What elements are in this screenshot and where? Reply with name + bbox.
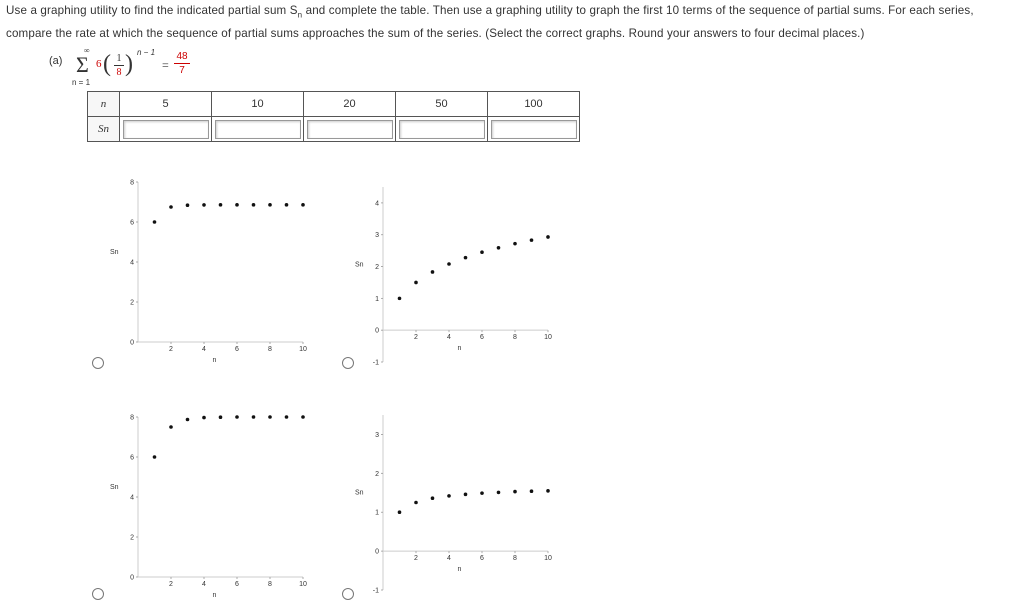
data-point: [219, 203, 223, 207]
instructions-text-2: and complete the table. Then use a graphing utility to graph the first 10 terms of the sequence of partial sums. For each series, compare the rate at which the sequence of partial sums approaches the sum of the series. (Select the correct graphs. Round your answers to four decimal places.): [6, 4, 974, 41]
data-point: [497, 491, 501, 495]
data-point: [546, 235, 550, 239]
scatter-plot-3: [100, 405, 320, 605]
table-row-sn: [88, 117, 580, 142]
x-tick-label: 4: [447, 334, 451, 342]
exponent: n − 1: [137, 48, 156, 57]
data-point: [202, 203, 206, 207]
data-point: [268, 203, 272, 207]
data-point: [447, 494, 451, 498]
sn-input-10[interactable]: [215, 120, 301, 139]
x-tick-label: 6: [235, 346, 239, 353]
n-value: 10: [212, 92, 304, 117]
sn-input-20[interactable]: [307, 120, 393, 139]
graph-option-3: [100, 405, 320, 605]
data-point: [186, 418, 190, 422]
data-point: [285, 203, 289, 207]
left-paren: (: [103, 51, 111, 77]
sum-denominator: 7: [179, 65, 185, 76]
data-point: [169, 205, 173, 209]
y-tick-label: 2: [130, 534, 134, 542]
x-tick-label: 6: [480, 555, 484, 563]
x-tick-label: 2: [414, 334, 418, 342]
data-point: [301, 415, 305, 419]
y-tick-label: 2: [375, 470, 379, 478]
data-point: [202, 416, 206, 420]
table-row-n: [88, 92, 580, 117]
y-tick-label: 0: [375, 327, 379, 335]
y-tick-label: 8: [130, 414, 134, 422]
y-tick-label: 6: [130, 219, 134, 227]
graph-option-3-radio[interactable]: [92, 588, 104, 600]
data-point: [219, 415, 223, 419]
data-point: [431, 270, 435, 274]
x-axis-label: n: [457, 345, 462, 353]
series-formula: [70, 46, 200, 91]
x-tick-label: 6: [480, 334, 484, 342]
x-tick-label: 8: [513, 555, 517, 563]
y-axis-label: Sn: [110, 484, 119, 491]
instructions-text-1: Use a graphing utility to find the indicated partial sum S: [6, 4, 298, 17]
y-tick-label: 4: [130, 259, 134, 267]
data-point: [153, 455, 157, 459]
data-point: [497, 246, 501, 250]
x-tick-label: 6: [235, 581, 239, 588]
n-value: 50: [396, 92, 488, 117]
data-point: [252, 415, 256, 419]
data-point: [480, 491, 484, 495]
data-point: [169, 425, 173, 429]
part-label: (a): [49, 55, 63, 67]
data-point: [431, 496, 435, 500]
instructions-subscript: n: [297, 10, 303, 20]
sum-fraction: [174, 51, 190, 76]
x-tick-label: 4: [202, 346, 206, 353]
data-point: [447, 262, 451, 266]
y-tick-label: -1: [372, 587, 379, 595]
sum-lower-limit: n = 1: [72, 78, 91, 87]
right-paren: ): [125, 51, 133, 77]
y-tick-label: 2: [375, 264, 379, 272]
x-tick-label: 8: [268, 346, 272, 353]
y-axis-label: Sn: [110, 249, 119, 256]
x-axis-label: n: [212, 592, 217, 599]
row-header-sn: [88, 117, 120, 142]
data-point: [480, 250, 484, 254]
graph-option-4-radio[interactable]: [342, 588, 354, 600]
data-point: [530, 238, 534, 242]
x-tick-label: 10: [544, 334, 552, 342]
data-point: [414, 501, 418, 505]
x-tick-label: 10: [299, 581, 307, 588]
x-tick-label: 2: [169, 581, 173, 588]
n-value: 5: [120, 92, 212, 117]
scatter-plot-2: [350, 165, 570, 375]
y-tick-label: 1: [375, 295, 379, 303]
graph-option-2-radio[interactable]: [342, 357, 354, 369]
x-tick-label: 10: [299, 346, 307, 353]
data-point: [301, 203, 305, 207]
y-tick-label: 0: [375, 548, 379, 556]
graph-option-1-radio[interactable]: [92, 357, 104, 369]
x-tick-label: 10: [544, 555, 552, 563]
y-tick-label: 3: [375, 431, 379, 439]
sn-input-100[interactable]: [491, 120, 577, 139]
data-point: [546, 489, 550, 493]
ratio-fraction: [114, 53, 124, 78]
data-point: [398, 510, 402, 514]
equals-sign: =: [162, 58, 169, 72]
n-value: 20: [304, 92, 396, 117]
data-point: [398, 297, 402, 301]
graph-option-1: [100, 170, 320, 375]
data-point: [513, 490, 517, 494]
sn-label: Sn: [98, 123, 109, 135]
partial-sum-table: [87, 91, 580, 142]
x-tick-label: 2: [169, 346, 173, 353]
y-tick-label: 1: [375, 509, 379, 517]
y-tick-label: 0: [130, 339, 134, 347]
sn-input-50[interactable]: [399, 120, 485, 139]
y-tick-label: -1: [372, 359, 379, 367]
n-value: 100: [488, 92, 580, 117]
sum-numerator: 48: [176, 51, 188, 62]
y-axis-label: Sn: [355, 489, 364, 497]
y-tick-label: 8: [130, 179, 134, 187]
data-point: [235, 203, 239, 207]
row-header-n: n: [88, 92, 120, 117]
x-axis-label: n: [212, 357, 217, 364]
y-tick-label: 4: [130, 494, 134, 502]
y-tick-label: 0: [130, 574, 134, 582]
y-axis-label: Sn: [355, 261, 364, 269]
y-tick-label: 6: [130, 454, 134, 462]
data-point: [252, 203, 256, 207]
data-point: [464, 493, 468, 497]
instructions: [6, 1, 1016, 43]
x-axis-label: n: [457, 566, 462, 574]
ratio-numerator: 1: [116, 53, 122, 64]
data-point: [530, 489, 534, 493]
y-tick-label: 2: [130, 299, 134, 307]
data-point: [235, 415, 239, 419]
coefficient: 6: [96, 58, 102, 70]
data-point: [414, 281, 418, 285]
data-point: [285, 415, 289, 419]
x-tick-label: 8: [513, 334, 517, 342]
scatter-plot-1: [100, 170, 320, 375]
scatter-plot-4: [350, 405, 570, 605]
x-tick-label: 4: [202, 581, 206, 588]
y-tick-label: 3: [375, 232, 379, 240]
ratio-denominator: 8: [116, 67, 122, 78]
y-tick-label: 4: [375, 200, 379, 208]
data-point: [153, 220, 157, 224]
sum-upper-limit: ∞: [84, 46, 90, 55]
graph-option-4: [350, 405, 570, 605]
x-tick-label: 2: [414, 555, 418, 563]
data-point: [464, 256, 468, 260]
data-point: [513, 242, 517, 246]
sn-input-5[interactable]: [123, 120, 209, 139]
x-tick-label: 8: [268, 581, 272, 588]
graph-option-2: [350, 165, 570, 375]
data-point: [186, 203, 190, 207]
data-point: [268, 415, 272, 419]
sigma-symbol: Σ: [76, 52, 89, 77]
x-tick-label: 4: [447, 555, 451, 563]
